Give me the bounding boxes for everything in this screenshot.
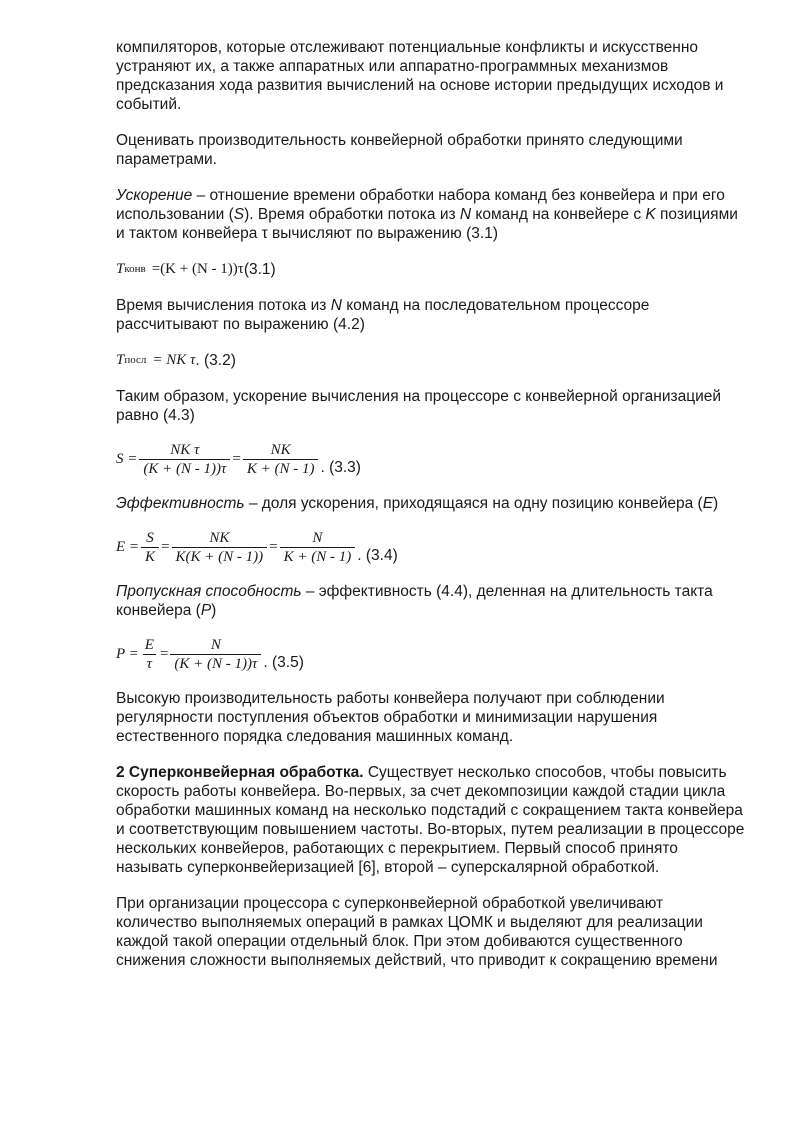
fraction: $\frac{E}{\tau}$ [141, 637, 158, 672]
formula-3-5: P = $\frac{E}{\tau}$ = $\frac{N}{(K + (N - 1))\tau}$ . (3.5) [116, 637, 304, 672]
document-page [116, 38, 746, 987]
paragraph-speedup-result: Таким образом, ускорение вычисления на процессоре с конвейерной организацией равно (4.3) [116, 388, 722, 424]
section-heading: 2 Суперконвейерная обработка. [116, 764, 364, 781]
fraction: $\frac{N}{(K + (N - 1))\tau}$ [170, 637, 261, 672]
equation-number: . (3.5) [263, 654, 304, 671]
term-efficiency: Эффективность [116, 495, 245, 512]
paragraph-parameters-intro: Оценивать производительность конвейерной обработки принято следующими параметрами. [116, 132, 683, 168]
paragraph-processor-organization: При организации процессора с суперконвейерной обработкой увеличивают количество выполняемых операций в рамках ЦОМК и выделяют для реализации каждой такой операции отдельный блок. При этом добиваются существенного снижения сложности выполняемых действий, что приводит к сокращению времени [116, 895, 718, 969]
fraction: $\frac{NK}{K(K + (N - 1))}$ [172, 530, 268, 565]
equation-number: . (3.2) [195, 352, 236, 369]
paragraph-superpipeline: 2 Суперконвейерная обработка. Существует несколько способов, чтобы повысить скорость работы конвейера. Во-первых, за счет декомпозиции каждой стадии цикла обработки машинных команд на несколько подстадий с сокращением такта конвейера и соответствующим повышением частоты. Во-вторых, путем реализации в процессоре нескольких конвейеров, работающих с перекрытием. Первый способ принято называть суперконвейеризацией [6], второй – суперскалярной обработкой. [116, 764, 745, 876]
paragraph-sequential-time: Время вычисления потока из N команд на последовательном процессоре рассчитывают по выражению (4.2) [116, 297, 650, 333]
paragraph-compilers: компиляторов, которые отслеживают потенциальные конфликты и искусственно устраняют их, а также аппаратных или аппаратно-программных механизмов предсказания хода развития вычислений на основе истории предыдущих исходов и событий. [116, 39, 724, 113]
paragraph-speedup: Ускорение – отношение времени обработки набора команд без конвейера и при его использовании (S). Время обработки потока из N команд на конвейере с K позициями и тактом конвейера τ вычисляют по выражению (3.1) [116, 187, 738, 242]
fraction: $\frac{N}{K + (N - 1)}$ [280, 530, 356, 565]
term-speedup: Ускорение [116, 187, 193, 204]
formula-3-2: T посл = NK τ . (3.2) [116, 352, 236, 369]
fraction: $\frac{NK}{K + (N - 1)}$ [243, 442, 319, 477]
paragraph-efficiency: Эффективность – доля ускорения, приходящаяся на одну позицию конвейера (E) [116, 495, 719, 512]
equation-number: . (3.4) [357, 547, 398, 564]
paragraph-high-performance: Высокую производительность работы конвейера получают при соблюдении регулярности поступления объектов обработки и минимизации нарушения естественного порядка следования машинных команд. [116, 690, 665, 745]
term-throughput: Пропускная способность [116, 583, 302, 600]
equation-number: . (3.3) [320, 459, 361, 476]
equation-number: (3.1) [243, 261, 276, 278]
paragraph-throughput: Пропускная способность – эффективность (4.4), деленная на длительность такта конвейера (P) [116, 583, 713, 619]
fraction: $\frac{S}{K}$ [141, 530, 159, 565]
fraction: $\frac{\text{NK τ}}{(K + (N - 1))\tau}$ [139, 442, 230, 477]
formula-3-4: E = $\frac{S}{K}$ = $\frac{NK}{K(K + (N - 1))}$ = $\frac{N}{K + (N - 1)}$ . (3.4) [116, 530, 398, 565]
formula-3-3: S = $\frac{\text{NK τ}}{(K + (N - 1))\tau}$ = $\frac{NK}{K + (N - 1)}$ . (3.3) [116, 442, 361, 477]
formula-3-1: T конв =(K + (N - 1))τ (3.1) [116, 261, 276, 278]
